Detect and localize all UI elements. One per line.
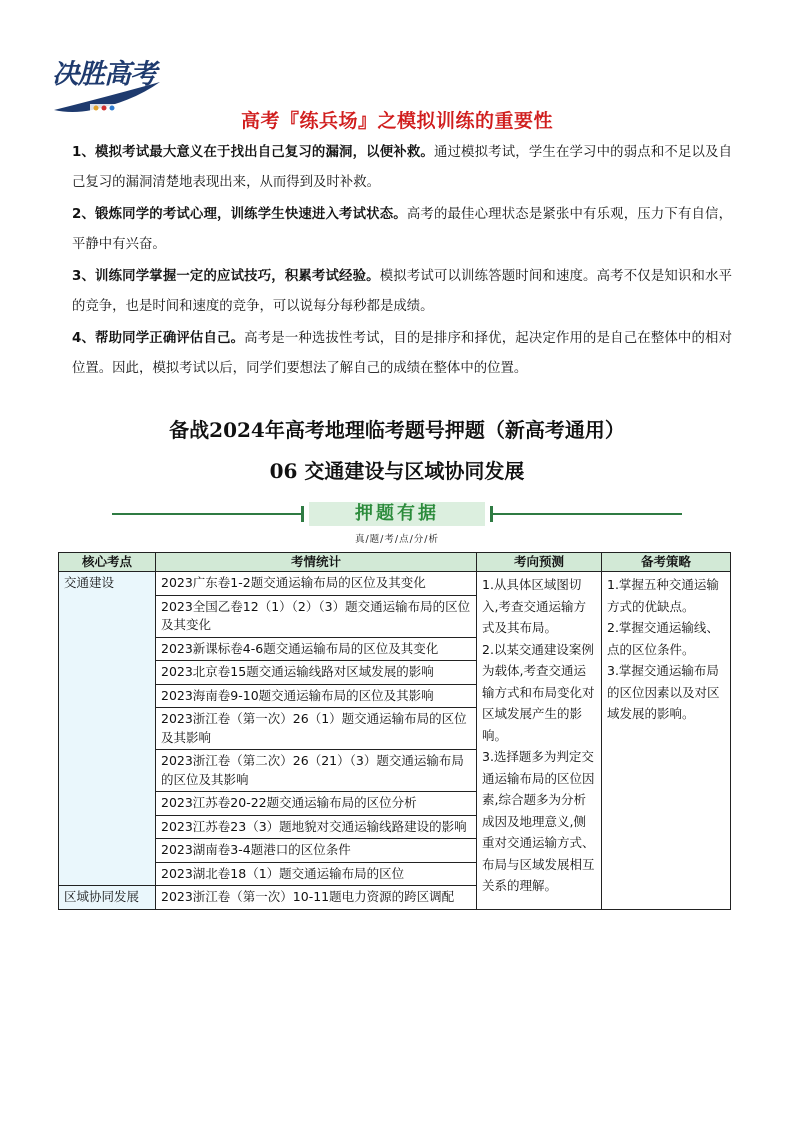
- prediction-cell: [477, 572, 602, 910]
- strategy-item: 1.掌握五种交通运输方式的优缺点。: [607, 577, 719, 614]
- banner-label: 押题有据: [355, 503, 439, 524]
- intro-point-2: [72, 200, 732, 260]
- prediction-item: 3.选择题多为判定交通运输布局的区位因素,综合题多为分析成因及地理意义,侧重对交通运输方式、布局与区域发展相互关系的理解。: [482, 749, 595, 893]
- stat-cell: 2023浙江卷（第二次）26（21）（3）题交通运输布局的区位及其影响: [156, 750, 477, 792]
- intro-point-3-bold: 3、训练同学掌握一定的应试技巧，积累考试经验。: [72, 269, 380, 284]
- stat-cell: 2023广东卷1-2题交通运输布局的区位及其变化: [156, 572, 477, 596]
- intro-point-3: [72, 262, 732, 322]
- banner-line-right: [492, 513, 682, 515]
- intro-point-3-text: 模拟考试可以训练答题时间和速度。高考不仅是知识和水平的竞争，也是时间和速度的竞争，可以说每分每秒都是成绩。: [72, 269, 732, 314]
- prediction-item: 2.以某交通建设案例为载体,考查交通运输方式和布局变化对区域发展产生的影响。: [482, 641, 595, 743]
- category-cell: 区域协同发展: [59, 886, 156, 910]
- stat-cell: 2023湖北卷18（1）题交通运输布局的区位: [156, 862, 477, 886]
- section-banner: [112, 502, 682, 526]
- intro-point-4-text: 高考是一种选拔性考试，目的是排序和择优，起决定作用的是自己在整体中的相对位置。因此，模拟考试以后，同学们要想法了解自己的成绩在整体中的位置。: [72, 331, 732, 376]
- intro-point-1: [72, 138, 732, 198]
- header-strategy: 备考策略: [602, 553, 731, 572]
- stat-cell: 2023海南卷9-10题交通运输布局的区位及其影响: [156, 684, 477, 708]
- main-title: 备战2024年高考地理临考题号押题（新高考通用）: [169, 418, 625, 442]
- stat-cell: 2023江苏卷23（3）题地貌对交通运输线路建设的影响: [156, 815, 477, 839]
- intro-point-2-text: 高考的最佳心理状态是紧张中有乐观，压力下有自信，平静中有兴奋。: [72, 207, 732, 252]
- header-core-point: 核心考点: [59, 553, 156, 572]
- intro-point-1-text: 通过模拟考试，学生在学习中的弱点和不足以及自己复习的漏洞清楚地表现出来，从而得到及时补救。: [72, 145, 732, 190]
- category-cell: 交通建设: [59, 572, 156, 886]
- logo-text: 决胜高考: [52, 59, 156, 90]
- prediction-item: 1.从具体区域图切入,考查交通运输方式及其布局。: [482, 577, 586, 635]
- header-stats: 考情统计: [156, 553, 477, 572]
- stat-cell: 2023湖南卷3-4题港口的区位条件: [156, 839, 477, 863]
- strategy-item: 3.掌握交通运输布局的区位因素以及对区域发展的影响。: [607, 663, 720, 721]
- table-row: [59, 572, 731, 596]
- intro-point-4: [72, 324, 732, 384]
- banner-caption: 真/题/考/点/分/析: [354, 534, 439, 545]
- banner-tick-left: [301, 506, 304, 522]
- header-prediction: 考向预测: [477, 553, 602, 572]
- intro-title: 高考『练兵场』之模拟训练的重要性: [240, 110, 553, 132]
- stat-cell: 2023新课标卷4-6题交通运输布局的区位及其变化: [156, 637, 477, 661]
- stat-cell: 2023浙江卷（第一次）10-11题电力资源的跨区调配: [156, 886, 477, 910]
- stat-cell: 2023北京卷15题交通运输线路对区域发展的影响: [156, 661, 477, 685]
- intro-point-4-bold: 4、帮助同学正确评估自己。: [72, 331, 245, 346]
- intro-point-2-bold: 2、锻炼同学的考试心理，训练学生快速进入考试状态。: [72, 207, 407, 222]
- main-subtitle: 06 交通建设与区域协同发展: [269, 459, 525, 483]
- strategy-item: 2.掌握交通运输线、点的区位条件。: [607, 620, 719, 657]
- stat-cell: 2023浙江卷（第一次）26（1）题交通运输布局的区位及其影响: [156, 708, 477, 750]
- exam-analysis-table: [58, 552, 731, 910]
- stat-cell: 2023全国乙卷12（1）（2）（3）题交通运输布局的区位及其变化: [156, 595, 477, 637]
- intro-point-1-bold: 1、模拟考试最大意义在于找出自己复习的漏洞，以便补救。: [72, 145, 434, 160]
- banner-line-left: [112, 513, 302, 515]
- stat-cell: 2023江苏卷20-22题交通运输布局的区位分析: [156, 792, 477, 816]
- strategy-cell: [602, 572, 731, 910]
- table-header-row: [59, 553, 731, 572]
